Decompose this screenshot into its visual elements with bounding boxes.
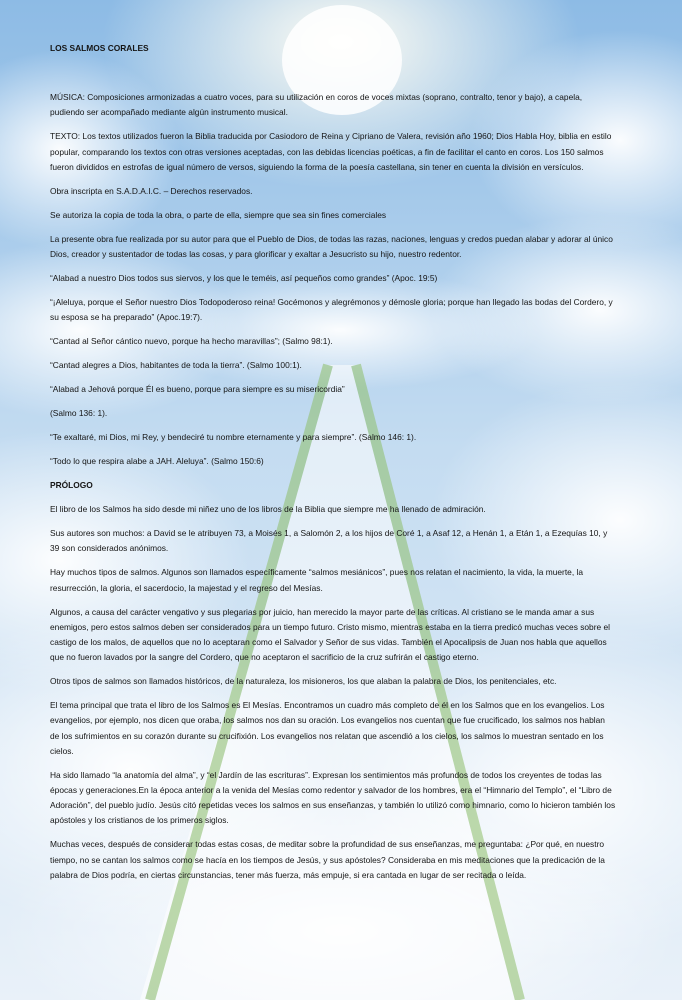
prologue-paragraph: Algunos, a causa del carácter vengativo y sus plegarias por juicio, han merecido la mayor parte de las críticas. Al cristiano se le manda amar a sus enemigos, pero estos salmos deben ser considerados para un tiempo futuro. Cristo mismo, mientras estaba en la tierra predicó muchas veces sobre el castigo de los malos, de aquellos que no lo aceptaran como el Salvador y Señor de sus vidas. También el Apocalipsis de Juan nos habla que aquellos que no fueron lavados por la sangre del Cordero, que no aceptaron el sacrificio de la cruz sufrirán el castigo eterno. [50,606,611,663]
quote-salmo-100: “Cantad alegres a Dios, habitantes de toda la tierra”. (Salmo 100:1). [50,360,302,371]
prologue-paragraph: Otros tipos de salmos son llamados históricos, de la naturaleza, los misioneros, los que alaban la palabra de Dios, los penitenciales, etc. [50,676,557,687]
prologue-paragraph: El tema principal que trata el libro de los Salmos es El Mesías. Encontramos un cuadro más completo de él en los Salmos que en los evangelios. Los evangelios, por ejemplo, nos dicen que oraba, los salmos nos dan su oración. Los evangelios nos cuentan que fue crucificado, los salmos nos hablan de los sufrimientos en su corazón durante su crucifixión. Los evangelios nos relatan que ascendió a los cielos, los salmos lo muestran sentado en los cielos. [50,700,605,756]
prologue-paragraph: Sus autores son muchos: a David se le atribuyen 73, a Moisés 1, a Salomón 2, a los hijos de Coré 1, a Asaf 12, a Henán 1, a Etán 1, a Ezequías 10, y 39 son considerados anónimos. [50,528,608,554]
quote-salmo-136-ref: (Salmo 136: 1). [50,408,108,419]
paragraph-texto: TEXTO: Los textos utilizados fueron la Biblia traducida por Casiodoro de Reina y Cipriano de Valera, revisión año 1960; Dios Habla Hoy, biblia en estilo popular, comparando los textos con otras versiones aceptadas, con las debidas licencias poéticas, a fin de facilitar el canto en coros. Los 150 salmos fueron divididos en estrofas de igual número de versos, siguiendo la forma de la poesía castellana, sin tener en cuenta la división en versículos. [50,131,612,172]
quote-salmo-146: “Te exaltaré, mi Dios, mi Rey, y bendeciré tu nombre eternamente y para siempre”. (Salmo 146: 1). [50,432,417,443]
prologue-paragraph: Ha sido llamado “la anatomía del alma”, y “el Jardín de las escrituras”. Expresan los sentimientos más profundos de todos los creyentes de todas las épocas y generaciones.En la época anterior a la venida del Mesías como redentor y salvador de los hombres, era el “Himnario del Templo”, el “Libro de Adoración”, del pueblo judío. Jesús citó repetidas veces los salmos en sus enseñanzas, y también lo utilizó como himnario, como lo hicieron también los apóstoles y los cristianos de los primeros siglos. [50,769,616,826]
quote-salmo-136: “Alabad a Jehová porque Él es bueno, porque para siempre es su misericordia” [50,384,345,395]
paragraph-musica: MÚSICA: Composiciones armonizadas a cuatro voces, para su utilización en coros de voces mixtas (soprano, contralto, tenor y bajo), a capela, pudiendo ser acompañado mediante algún instrumento musical. [50,92,583,118]
prologue-paragraph: El libro de los Salmos ha sido desde mi niñez uno de los libros de la Biblia que siempre me ha llenado de admiración. [50,504,486,515]
document-page [50,41,616,892]
document-title: LOS SALMOS CORALES [50,43,149,53]
prologue-paragraph: Hay muchos tipos de salmos. Algunos son llamados específicamente “salmos mesiánicos”, pues nos relatan el nacimiento, la vida, la muerte, la resurrección, la gloria, el sacerdocio, la majestad y el regreso del Mesías. [50,567,584,593]
paragraph-copia: Se autoriza la copia de toda la obra, o parte de ella, siempre que sea sin fines comerciales [50,209,387,220]
paragraph-sadaic: Obra inscripta en S.A.D.A.I.C. – Derechos reservados. [50,185,253,196]
quote-salmo-150: “Todo lo que respira alabe a JAH. Aleluya”. (Salmo 150:6) [50,456,264,467]
paragraph-dedicatoria: La presente obra fue realizada por su autor para que el Pueblo de Dios, de todas las razas, naciones, lenguas y credos puedan alabar y adorar al único Dios, creador y sustentador de todas las cosas, y para glorificar y exaltar a Jesucristo su hijo, nuestro redentor. [50,233,613,260]
prologue-paragraph: Muchas veces, después de considerar todas estas cosas, de meditar sobre la profundidad de sus enseñanzas, me preguntaba: ¿Por qué, en nuestro tiempo, no se cantan los salmos como se hacía en los tiempos de Jesús, y sus apóstoles? Consideraba en mis meditaciones que la predicación de la palabra de Dios podría, en ciertas circunstancias, tener más fuerza, más empuje, si era cantada en lugar de ser recitada o leída. [50,839,605,880]
quote-salmo-98: “Cantad al Señor cántico nuevo, porque ha hecho maravillas”; (Salmo 98:1). [50,336,333,347]
quote-apoc-19-5: “Alabad a nuestro Dios todos sus siervos, y los que le teméis, así pequeños como grandes” (Apoc. 19:5) [50,273,438,284]
quote-apoc-19-7: “¡Aleluya, porque el Señor nuestro Dios Todopoderoso reina! Gocémonos y alegrémonos y démosle gloria; porque han llegado las bodas del Cordero, y su esposa se ha preparado” (Apoc.19:7). [50,297,613,323]
prologue-heading: PRÓLOGO [50,480,93,491]
